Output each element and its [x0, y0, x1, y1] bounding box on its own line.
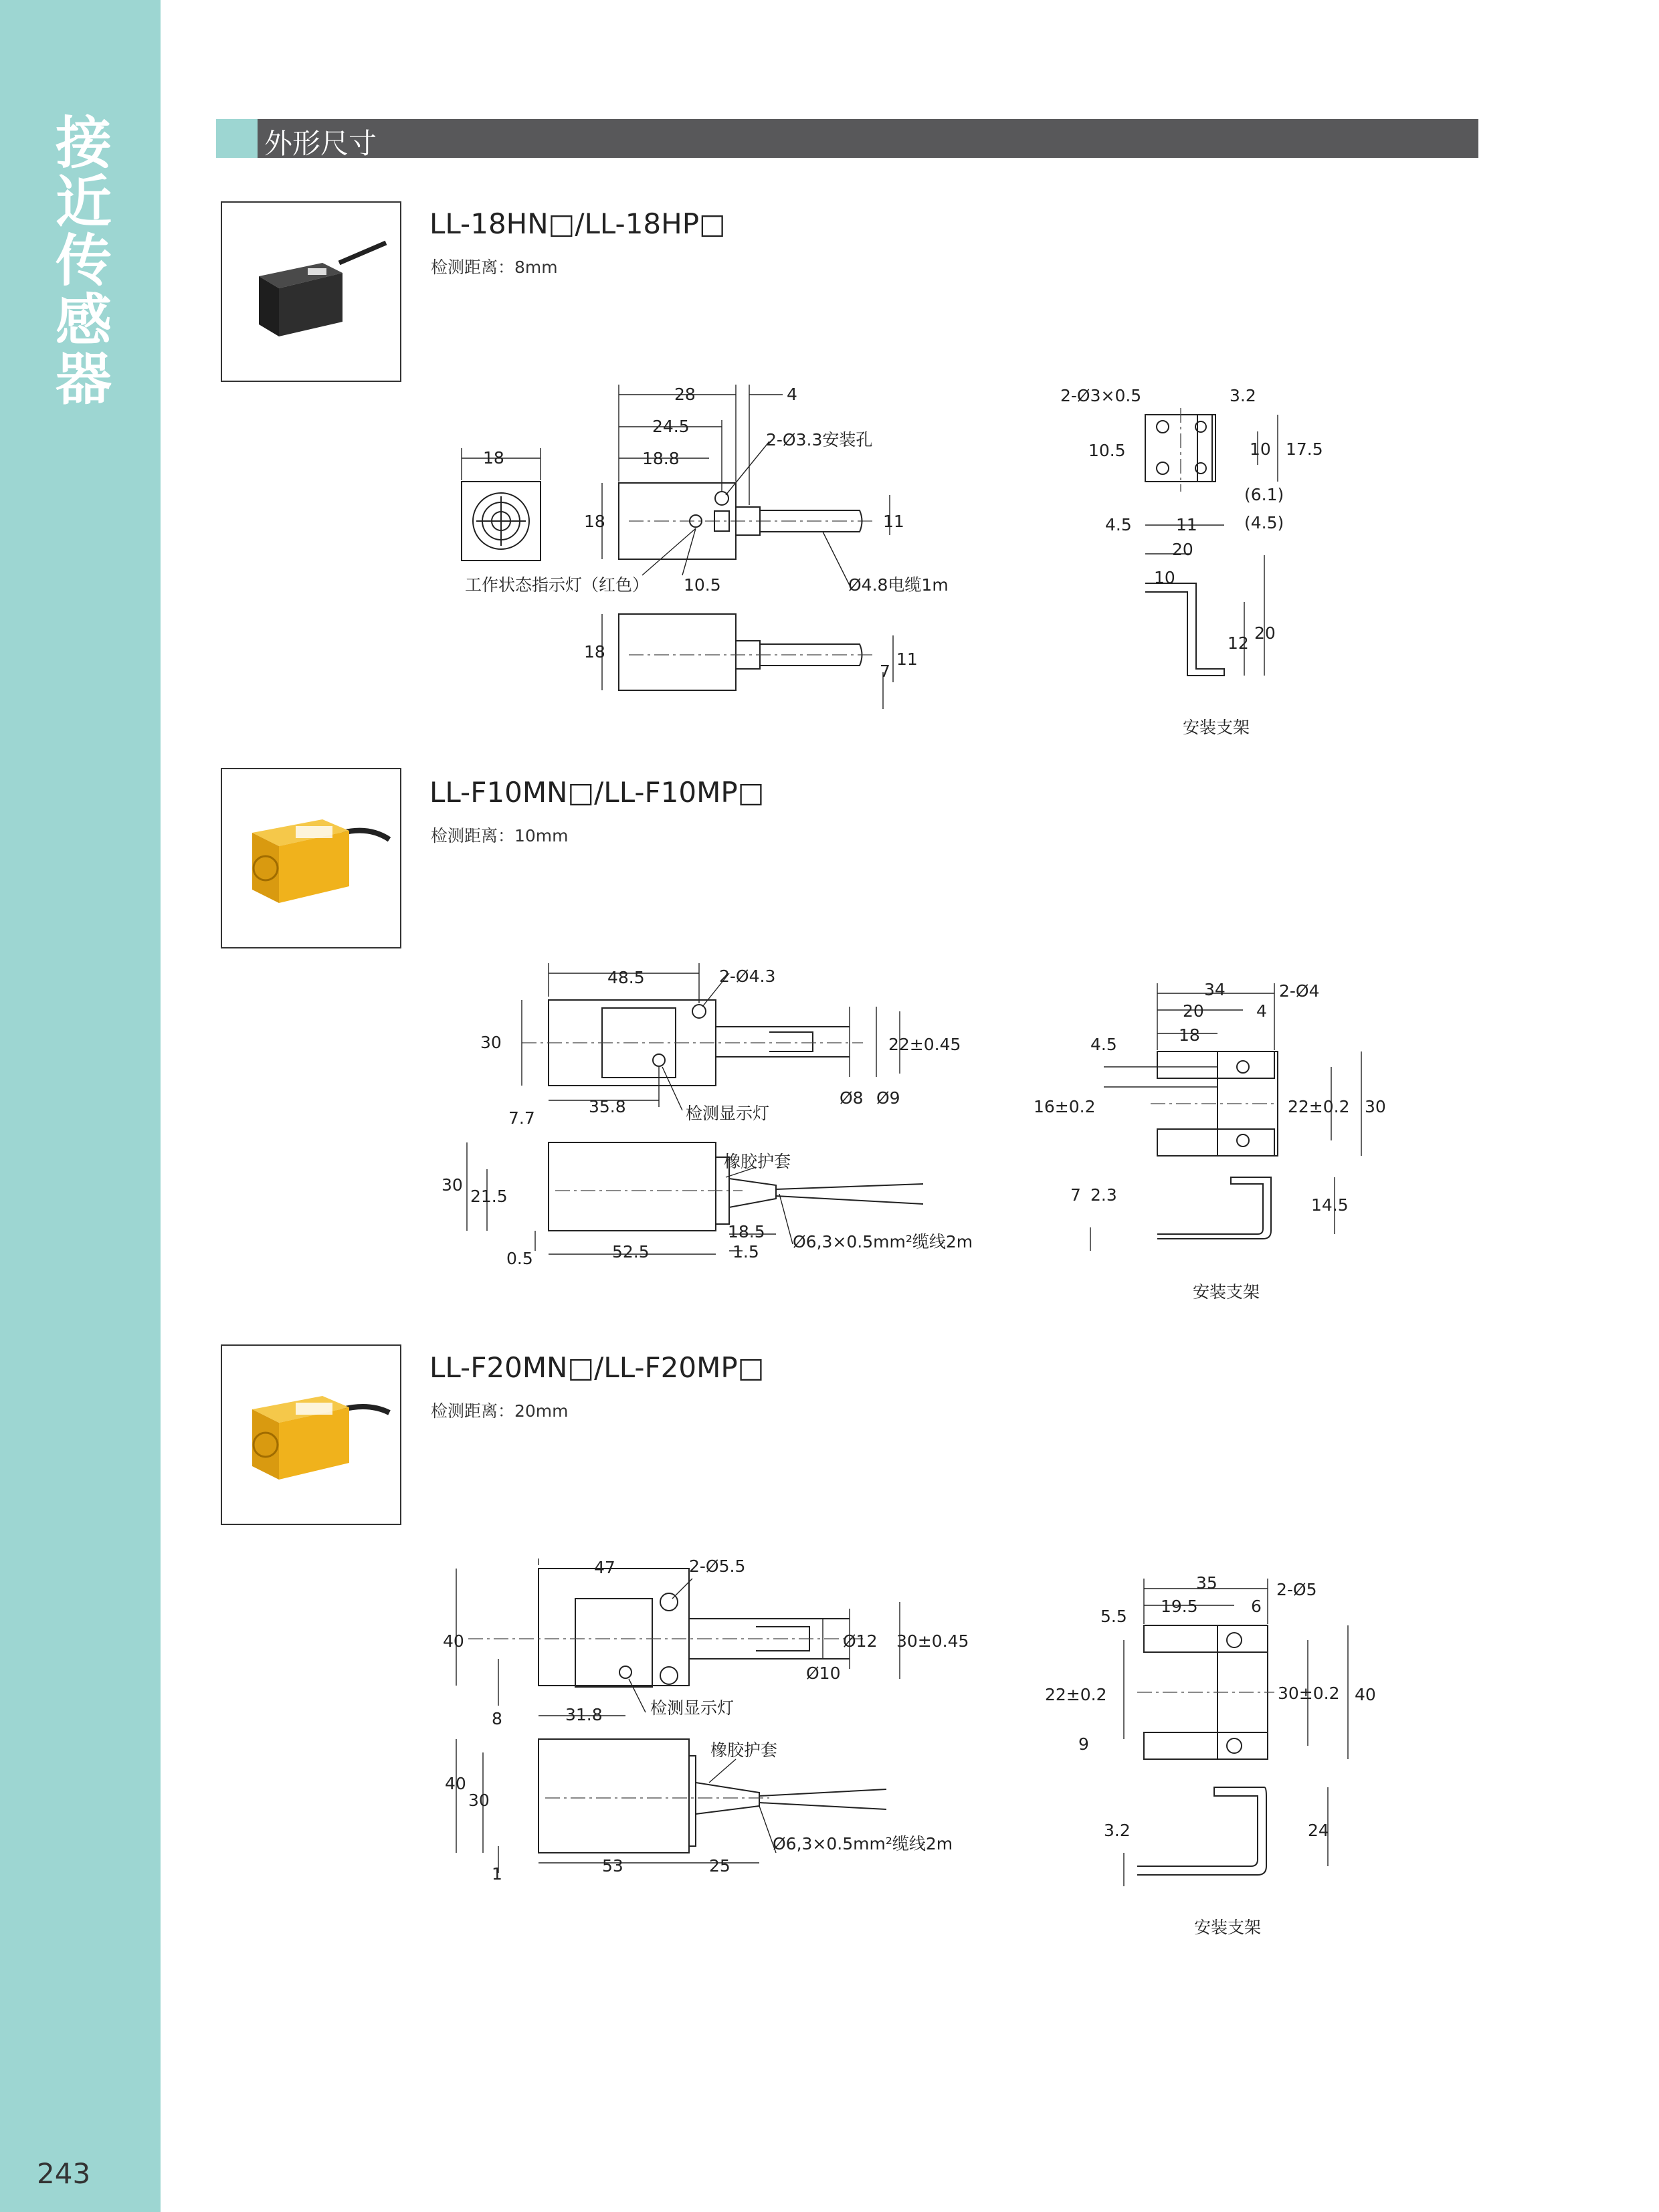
svg-text:52.5: 52.5	[612, 1242, 650, 1262]
svg-text:22±0.45: 22±0.45	[888, 1035, 961, 1054]
svg-text:10: 10	[1154, 568, 1175, 587]
svg-text:11: 11	[896, 649, 918, 669]
svg-text:2-Ø5: 2-Ø5	[1276, 1580, 1317, 1599]
svg-text:10.5: 10.5	[684, 575, 721, 595]
svg-text:48.5: 48.5	[607, 968, 645, 987]
svg-text:2-Ø3×0.5: 2-Ø3×0.5	[1060, 386, 1142, 405]
svg-text:18.5: 18.5	[728, 1222, 765, 1241]
drawing-lf20-main	[443, 1556, 969, 1884]
bracket-label: 安装支架	[1194, 1918, 1262, 1937]
product-model: LL-F20MN□/LL-F20MP□	[429, 1351, 765, 1384]
svg-text:0.5: 0.5	[506, 1249, 533, 1268]
svg-text:14.5: 14.5	[1311, 1195, 1349, 1215]
svg-text:Ø12: Ø12	[843, 1631, 878, 1651]
svg-text:7: 7	[880, 662, 890, 681]
svg-text:22±0.2: 22±0.2	[1045, 1685, 1107, 1704]
svg-text:16±0.2: 16±0.2	[1034, 1097, 1096, 1116]
svg-text:3.2: 3.2	[1104, 1821, 1131, 1840]
sidebar-title-char: 器	[55, 346, 112, 412]
svg-text:10.5: 10.5	[1088, 441, 1126, 460]
svg-text:30: 30	[480, 1033, 502, 1052]
svg-text:20: 20	[1172, 540, 1193, 559]
svg-text:1.5: 1.5	[733, 1242, 759, 1262]
svg-text:2-Ø5.5: 2-Ø5.5	[689, 1556, 746, 1576]
svg-text:53: 53	[602, 1856, 623, 1876]
svg-text:35: 35	[1196, 1573, 1217, 1593]
svg-text:34: 34	[1204, 980, 1226, 999]
svg-text:2-Ø4.3: 2-Ø4.3	[719, 967, 776, 986]
svg-text:橡胶护套: 橡胶护套	[724, 1152, 791, 1171]
detection-distance: 检测距离：20mm	[431, 1401, 569, 1421]
svg-text:橡胶护套: 橡胶护套	[710, 1740, 778, 1760]
svg-text:Ø4.8电缆1m: Ø4.8电缆1m	[848, 575, 949, 595]
svg-text:30±0.45: 30±0.45	[896, 1631, 969, 1651]
svg-text:2.3: 2.3	[1090, 1185, 1117, 1205]
svg-text:6: 6	[1251, 1597, 1262, 1616]
bracket-label: 安装支架	[1183, 718, 1250, 737]
svg-text:4: 4	[787, 385, 797, 404]
svg-text:25: 25	[709, 1856, 730, 1876]
svg-text:31.8: 31.8	[565, 1705, 603, 1724]
svg-text:24.5: 24.5	[652, 417, 690, 436]
svg-text:21.5: 21.5	[470, 1187, 508, 1206]
svg-text:8: 8	[492, 1709, 502, 1728]
svg-text:40: 40	[443, 1631, 464, 1651]
svg-text:Ø9: Ø9	[876, 1088, 900, 1108]
svg-text:22±0.2: 22±0.2	[1288, 1097, 1350, 1116]
svg-text:28: 28	[674, 385, 696, 404]
svg-text:检测显示灯: 检测显示灯	[686, 1104, 770, 1123]
svg-text:47: 47	[594, 1558, 615, 1577]
sidebar-title-char: 传	[55, 228, 112, 294]
svg-text:检测显示灯: 检测显示灯	[650, 1698, 735, 1718]
drawing-ll18-main	[462, 385, 949, 709]
svg-text:17.5: 17.5	[1286, 439, 1323, 459]
svg-text:9: 9	[1078, 1734, 1089, 1754]
sidebar-title-char: 接	[55, 110, 112, 176]
sidebar-title-char: 近	[55, 169, 112, 235]
svg-text:30: 30	[1365, 1097, 1386, 1116]
svg-text:(6.1): (6.1)	[1244, 485, 1284, 504]
svg-text:11: 11	[1176, 515, 1197, 534]
detection-distance: 检测距离：10mm	[431, 826, 569, 845]
svg-text:18: 18	[483, 448, 504, 468]
svg-text:4.5: 4.5	[1090, 1035, 1117, 1054]
svg-text:4: 4	[1256, 1001, 1267, 1021]
svg-text:24: 24	[1308, 1821, 1329, 1840]
drawing-ll18-bracket	[1060, 386, 1323, 676]
svg-text:7.7: 7.7	[508, 1108, 535, 1128]
svg-text:2-Ø3.3安装孔: 2-Ø3.3安装孔	[766, 430, 873, 449]
svg-text:Ø6,3×0.5mm²缆线2m: Ø6,3×0.5mm²缆线2m	[793, 1232, 973, 1251]
svg-text:35.8: 35.8	[589, 1097, 626, 1116]
svg-text:3.2: 3.2	[1230, 386, 1256, 405]
svg-text:20: 20	[1254, 623, 1276, 643]
svg-text:5.5: 5.5	[1100, 1607, 1127, 1626]
svg-text:40: 40	[445, 1774, 466, 1793]
svg-text:30±0.2: 30±0.2	[1278, 1684, 1340, 1703]
svg-text:19.5: 19.5	[1161, 1597, 1198, 1616]
svg-text:18: 18	[1179, 1025, 1200, 1045]
product-model: LL-18HN□/LL-18HP□	[429, 207, 726, 240]
svg-text:12: 12	[1228, 633, 1249, 653]
svg-text:1: 1	[492, 1864, 502, 1884]
svg-text:Ø8: Ø8	[840, 1088, 864, 1108]
svg-text:18: 18	[584, 512, 605, 531]
svg-text:10: 10	[1250, 439, 1271, 459]
svg-text:40: 40	[1355, 1685, 1376, 1704]
svg-text:18: 18	[584, 642, 605, 662]
svg-text:20: 20	[1183, 1001, 1204, 1021]
svg-text:2-Ø4: 2-Ø4	[1279, 981, 1320, 1001]
svg-text:18.8: 18.8	[642, 449, 680, 468]
product-model: LL-F10MN□/LL-F10MP□	[429, 776, 765, 809]
svg-text:Ø6,3×0.5mm²缆线2m: Ø6,3×0.5mm²缆线2m	[773, 1834, 953, 1853]
svg-text:11: 11	[883, 512, 904, 531]
drawing-lf10-bracket	[1034, 980, 1386, 1251]
section-title: 外形尺寸	[264, 127, 377, 160]
sidebar-title-char: 感	[55, 287, 112, 353]
svg-text:30: 30	[442, 1175, 463, 1195]
drawing-lf10-main	[442, 963, 973, 1268]
svg-text:4.5: 4.5	[1105, 515, 1132, 534]
detection-distance: 检测距离：8mm	[431, 258, 558, 277]
page-number: 243	[37, 2157, 91, 2190]
svg-text:Ø10: Ø10	[806, 1664, 841, 1683]
svg-text:工作状态指示灯（红色）: 工作状态指示灯（红色）	[465, 575, 650, 595]
bracket-label: 安装支架	[1193, 1282, 1260, 1302]
svg-text:(4.5): (4.5)	[1244, 513, 1284, 532]
svg-text:7: 7	[1070, 1185, 1081, 1205]
svg-text:30: 30	[468, 1791, 490, 1810]
drawing-lf20-bracket	[1045, 1573, 1376, 1886]
